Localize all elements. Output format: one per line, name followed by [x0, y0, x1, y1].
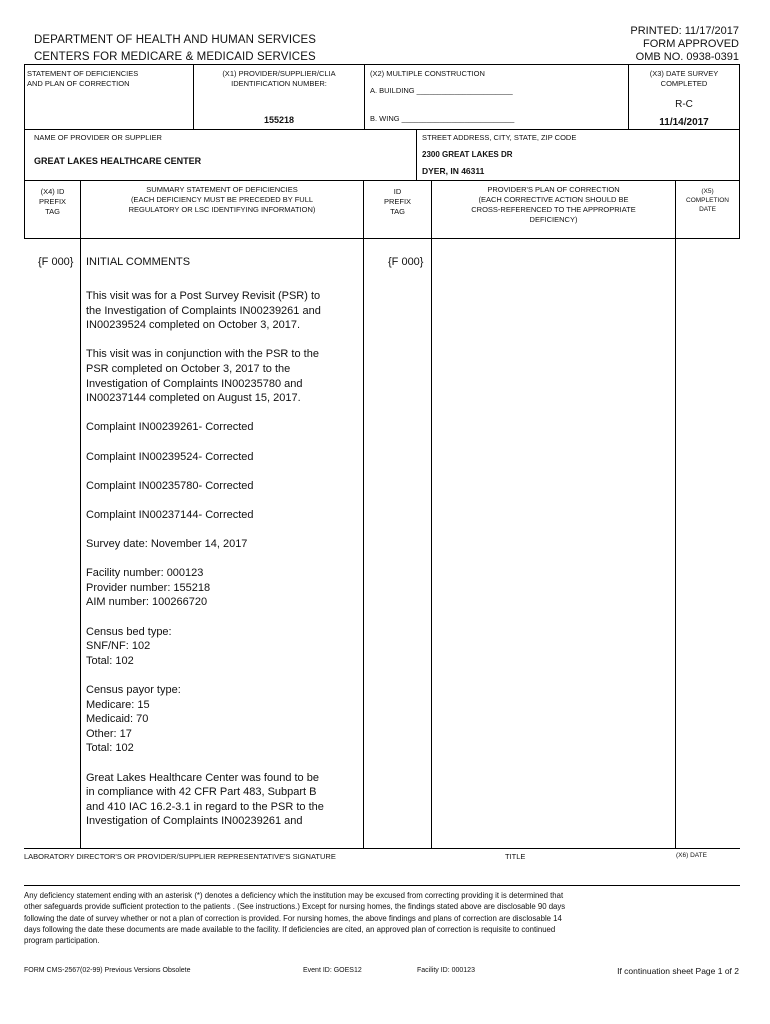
rule — [675, 180, 676, 848]
x1-label: (X1) PROVIDER/SUPPLIER/CLIA IDENTIFICATION NUMBER: — [222, 69, 336, 88]
rule — [24, 885, 740, 886]
x3-label: (X3) DATE SURVEY COMPLETED — [649, 69, 719, 88]
wing-label: B. WING ___________________________ — [370, 114, 515, 123]
summary-header: SUMMARY STATEMENT OF DEFICIENCIES (EACH DEFICIENCY MUST BE PRECEDED BY FULL REGULATORY OR LSC IDENTIFYING INFORMATION) — [128, 185, 316, 214]
x4-header: (X4) ID PREFIX TAG — [38, 187, 67, 216]
disclaimer: Any deficiency statement ending with an asterisk (*) denotes a deficiency which the institution may be excused from correcting providing it is determined that other safeguards provide sufficient protection to the patients . (See instructions.) Except for nursing homes, the findings stated above are disclosable 90 days following the date of survey whether or not a plan of correction is provided. For nursing homes, the above findings and plans of correction are disclosable 14 days following the date these documents are made available to the facility. If deficiencies are cited, an approved plan of correction is requisite to continued program participation. — [24, 891, 566, 946]
rule — [80, 180, 81, 848]
x1-value: 155218 — [263, 115, 295, 125]
plan-header: PROVIDER'S PLAN OF CORRECTION (EACH CORRECTIVE ACTION SHOULD BE CROSS-REFERENCED TO THE APPROPRIATE DEFICIENCY) — [471, 185, 636, 224]
x6-date-label: (X6) DATE — [676, 852, 707, 859]
rule — [24, 129, 740, 130]
paragraph: Facility number: 000123 Provider number: 155218 AIM number: 100266720 — [86, 567, 211, 609]
x5-header: (X5) COMPLETION DATE — [686, 188, 729, 213]
paragraph: Great Lakes Healthcare Center was found to be in compliance with 42 CFR Part 483, Subpart B and 410 IAC 16.2-3.1 in regard to the PSR to the Investigation of Complaints IN00239261 and — [86, 771, 324, 828]
rule — [24, 180, 740, 181]
form-approved: FORM APPROVED — [643, 38, 739, 50]
form-id: FORM CMS-2567(02-99) Previous Versions Obsolete — [24, 967, 191, 974]
rule — [739, 64, 740, 238]
rule — [24, 64, 740, 65]
x3-date: 11/14/2017 — [659, 117, 709, 128]
paragraph: Census bed type: SNF/NF: 102 Total: 102 — [86, 625, 172, 667]
rule — [431, 180, 432, 848]
facility-id: Facility ID: 000123 — [417, 967, 475, 974]
paragraph: Complaint IN00237144- Corrected — [86, 508, 254, 521]
paragraph: This visit was for a Post Survey Revisit (PSR) to the Investigation of Complaints IN00239261 and IN00239524 completed on October 3, 2017. — [86, 290, 321, 332]
section-title: INITIAL COMMENTS — [86, 256, 191, 268]
provider-label: NAME OF PROVIDER OR SUPPLIER — [34, 133, 162, 142]
rule — [416, 129, 417, 180]
event-id: Event ID: GOES12 — [303, 967, 362, 974]
printed-date: PRINTED: 11/17/2017 — [630, 25, 739, 37]
address-label: STREET ADDRESS, CITY, STATE, ZIP CODE — [422, 133, 577, 142]
tag-left: {F 000} — [38, 256, 74, 268]
continuation-page: If continuation sheet Page 1 of 2 — [617, 966, 739, 976]
paragraph: This visit was in conjunction with the PSR to the PSR completed on October 3, 2017 to the Investigation of Complaints IN00235780 and IN00237144 completed on August 15, 2017. — [86, 348, 319, 405]
paragraph: Survey date: November 14, 2017 — [86, 538, 248, 551]
rule — [24, 238, 740, 239]
provider-name: GREAT LAKES HEALTHCARE CENTER — [34, 156, 202, 166]
paragraph: Complaint IN00235780- Corrected — [86, 479, 254, 492]
omb-number: OMB NO. 0938-0391 — [635, 51, 739, 63]
statement-label: STATEMENT OF DEFICIENCIES AND PLAN OF CORRECTION — [27, 69, 139, 88]
rule — [24, 848, 740, 849]
id-header: ID PREFIX TAG — [383, 187, 412, 216]
rule — [364, 64, 365, 129]
paragraph: Census payor type: Medicare: 15 Medicaid: 70 Other: 17 Total: 102 — [86, 684, 181, 755]
department-title: DEPARTMENT OF HEALTH AND HUMAN SERVICES — [34, 34, 317, 46]
rule — [363, 180, 364, 848]
signature-label: LABORATORY DIRECTOR'S OR PROVIDER/SUPPLIER REPRESENTATIVE'S SIGNATURE — [24, 852, 336, 861]
comments-body — [86, 289, 361, 844]
x3-rc: R-C — [675, 99, 693, 110]
address-street: 2300 GREAT LAKES DR — [422, 150, 513, 159]
x2-label: (X2) MULTIPLE CONSTRUCTION — [370, 69, 485, 78]
paragraph: Complaint IN00239524- Corrected — [86, 450, 254, 463]
paragraph: Complaint IN00239261- Corrected — [86, 421, 254, 434]
building-label: A. BUILDING _______________________ — [370, 86, 513, 95]
centers-title: CENTERS FOR MEDICARE & MEDICAID SERVICES — [34, 51, 316, 63]
tag-right: {F 000} — [388, 256, 424, 268]
address-city: DYER, IN 46311 — [422, 166, 485, 176]
title-label: TITLE — [505, 852, 526, 861]
